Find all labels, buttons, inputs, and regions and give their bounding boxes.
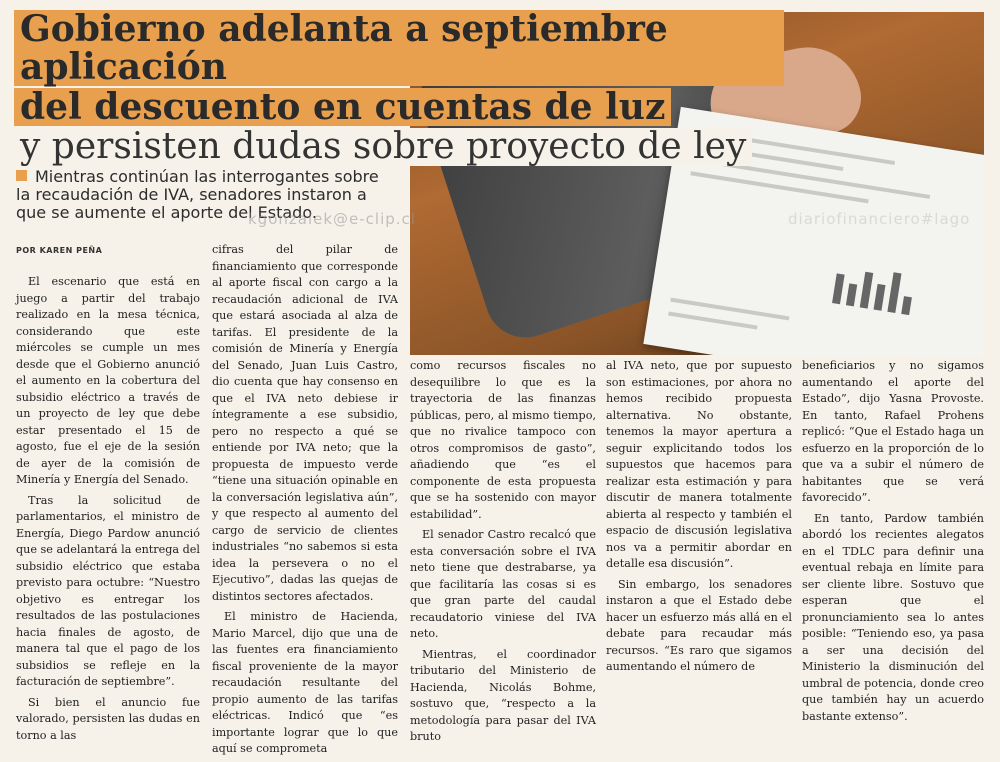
headline — [14, 10, 784, 168]
deck-square-icon — [16, 170, 27, 181]
paragraph: El escenario que está en juego a partir del trabajo realizado en la mesa técnica, considerando que este miércoles se cumple un mes desde que el Gobierno anunció el aumento en la cobertura del subsidio eléctrico a través de un proyecto de ley que debe estar presentado el 15 de agosto, fue el eje de la sesión de ayer de la comisión de Minería y Energía del Senado. — [16, 275, 200, 486]
paragraph: al IVA neto, que por supuesto son estimaciones, por ahora no hemos recibido propuesta alternativa. No obstante, tenemos la mayor apertura a seguir explicitando todos los supuestos que hacemos para realizar esta estimación y para discutir de manera totalmente abierta al respecto y también el espacio de discusión legislativa nos va a permitir abordar en detalle esa discusión”. — [606, 359, 792, 570]
watermark-source: diariofinanciero#lago — [788, 210, 971, 228]
paragraph: como recursos fiscales no desequilibre lo que es la trayectoria de las finanzas públicas, pero, al mismo tiempo, que no rivalice tampoco con otros compromisos de gasto”, añadiendo que “es el componente de esta propuesta que se ha sostenido con mayor estabilidad”. — [410, 359, 596, 521]
deck-text: Mientras continúan las interrogantes sobre la recaudación de IVA, senadores instaron a que se aumente el aporte del Estado. — [16, 167, 379, 222]
headline-line-2: del descuento en cuentas de luz — [14, 88, 671, 126]
paragraph: Mientras, el coordinador tributario del Ministerio de Hacienda, Nicolás Bohme, sostuvo que, “respecto a la metodología para pasar del IVA bruto — [410, 647, 596, 743]
article-column-2 — [212, 242, 398, 762]
article-column-3 — [410, 358, 596, 750]
paragraph: beneficiarios y no sigamos aumentando el aporte del Estado”, dijo Yasna Provoste. En tanto, Rafael Prohens replicó: “Que el Estado haga un esfuerzo en la proporción de lo que va a subir el número de habitantes que se verá favorecido”. — [802, 359, 984, 504]
paragraph: El senador Castro recalcó que esta conversación sobre el IVA neto tiene que destrabarse, ya que facilitaría las cosas si es que gran parte del caudal recaudatorio viniese del IVA neto. — [410, 528, 596, 640]
paragraph: En tanto, Pardow también abordó los recientes alegatos en el TDLC para definir una eventual rebaja en límite para ser cliente libre. Sostuvo que esperan que el pronunciamiento sea lo antes posible: “Teniendo eso, ya pasa a ser una decisión del Ministerio la disminución del umbral de potencia, donde creo que también hay un acuerdo bastante extenso”. — [802, 511, 984, 723]
headline-line-1: Gobierno adelanta a septiembre aplicación — [14, 10, 784, 86]
byline: POR KAREN PEÑA — [16, 246, 103, 255]
article-column-4 — [606, 358, 792, 680]
watermark-email: kgonzalek@e-clip.cl — [248, 210, 416, 228]
article-column-5 — [802, 358, 984, 729]
headline-line-3: y persisten dudas sobre proyecto de ley — [14, 128, 752, 166]
paragraph: Si bien el anuncio fue valorado, persisten las dudas en torno a las — [16, 695, 200, 742]
paragraph: El ministro de Hacienda, Mario Marcel, dijo que una de las fuentes era financiamiento fiscal proveniente de la mayor recaudación resultante del propio aumento de las tarifas eléctricas. Indicó que “es importante lograr que lo que aquí se comprometa — [212, 610, 398, 755]
paragraph: Sin embargo, los senadores instaron a que el Estado debe hacer un esfuerzo más allá en el debate para recaudar más recursos. “Es raro que sigamos aumentando el número de — [606, 577, 792, 673]
paragraph: Tras la solicitud de parlamentarios, el ministro de Energía, Diego Pardow anunció que se adelantará la entrega del subsidio eléctrico que estaba previsto para octubre: “Nuestro objetivo es entregar los resultados de las postulaciones hacia finales de agosto, de manera tal que el pago de los subsidios se refleje en la facturación de septiembre”. — [16, 493, 200, 688]
paragraph: cifras del pilar de financiamiento que corresponde al aporte fiscal con cargo a la recaudación adicional de IVA que estará asociada al alza de tarifas. El presidente de la comisión de Minería y Energía del Senado, Juan Luis Castro, dio cuenta que hay consenso en que el IVA neto debiese ir íntegramente a ese subsidio, pero no respecto a qué se entiende por IVA neto; que la propuesta de impuesto verde “tiene una situación opinable en la conversación legislativa aún”, y que respecto al aumento del cargo de servicio de clientes industriales “no sabemos si esta idea la persevera o no el Ejecutivo”, dadas las quejas de distintos sectores afectados. — [212, 243, 398, 603]
article-column-1 — [16, 274, 200, 748]
